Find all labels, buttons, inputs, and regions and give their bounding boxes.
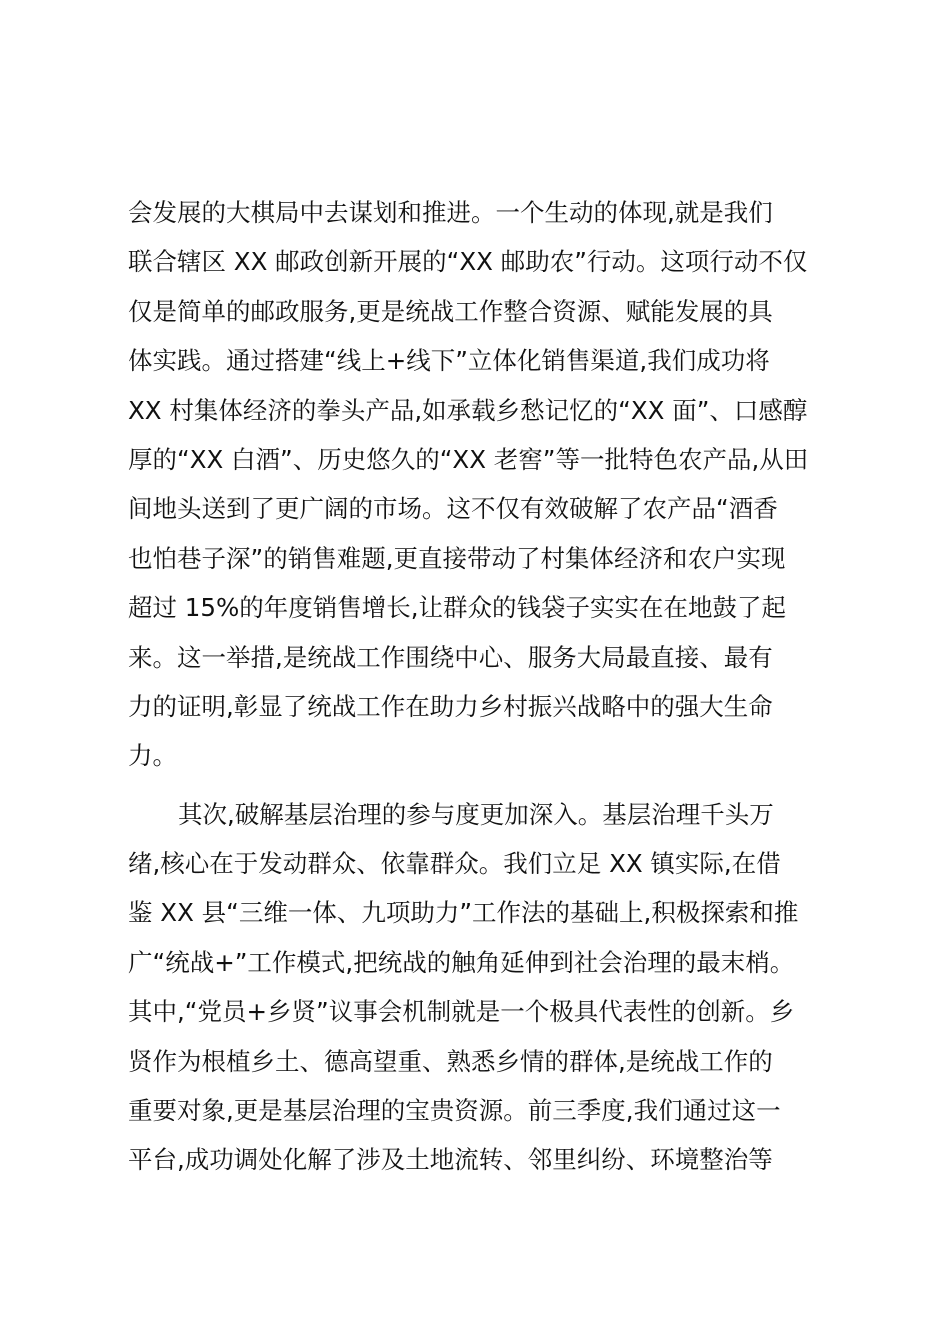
text-line: 重要对象,更是基层治理的宝贵资源。前三季度,我们通过这一 xyxy=(128,1096,781,1126)
text-line: 其中,“党员+乡贤”议事会机制就是一个极具代表性的创新。乡 xyxy=(128,997,795,1027)
text-line: 力的证明,彰显了统战工作在助力乡村振兴战略中的强大生命 xyxy=(128,691,773,721)
text-line: 体实践。通过搭建“线上+线下”立体化销售渠道,我们成功将 xyxy=(128,346,770,376)
text-line: 绪,核心在于发动群众、依靠群众。我们立足 XX 镇实际,在借 xyxy=(128,849,781,879)
text-line: 也怕巷子深”的销售难题,更直接带动了村集体经济和农户实现 xyxy=(128,543,786,573)
text-line: XX 村集体经济的拳头产品,如承载乡愁记忆的“XX 面”、口感醇 xyxy=(128,395,808,425)
paragraph-1 xyxy=(128,188,823,781)
paragraph-gap xyxy=(128,781,823,790)
text-line: 间地头送到了更广阔的市场。这不仅有效破解了农产品“酒香 xyxy=(128,494,778,524)
document-body xyxy=(128,188,823,1185)
paragraph-2 xyxy=(128,790,823,1185)
text-line: 来。这一举措,是统战工作围绕中心、服务大局最直接、最有 xyxy=(128,642,773,672)
text-line: 力。 xyxy=(128,741,177,771)
text-line: 鉴 XX 县“三维一体、九项助力”工作法的基础上,积极探索和推 xyxy=(128,898,799,928)
text-line: 会发展的大棋局中去谋划和推进。一个生动的体现,就是我们 xyxy=(128,198,773,227)
text-line: 贤作为根植乡土、德高望重、熟悉乡情的群体,是统战工作的 xyxy=(128,1046,773,1076)
text-line: 厚的“XX 白酒”、历史悠久的“XX 老窖”等一批特色农产品,从田 xyxy=(128,444,809,474)
text-line: 广“统战+”工作模式,把统战的触角延伸到社会治理的最末梢。 xyxy=(128,947,795,977)
text-line: 超过 15%的年度销售增长,让群众的钱袋子实实在在地鼓了起 xyxy=(128,593,787,623)
text-line-first: 其次,破解基层治理的参与度更加深入。基层治理千头万 xyxy=(178,799,774,829)
text-line: 仅是简单的邮政服务,更是统战工作整合资源、赋能发展的具 xyxy=(128,296,773,326)
text-line: 联合辖区 XX 邮政创新开展的“XX 邮助农”行动。这项行动不仅 xyxy=(128,247,808,277)
text-line: 平台,成功调处化解了涉及土地流转、邻里纠纷、环境整治等 xyxy=(128,1145,773,1175)
